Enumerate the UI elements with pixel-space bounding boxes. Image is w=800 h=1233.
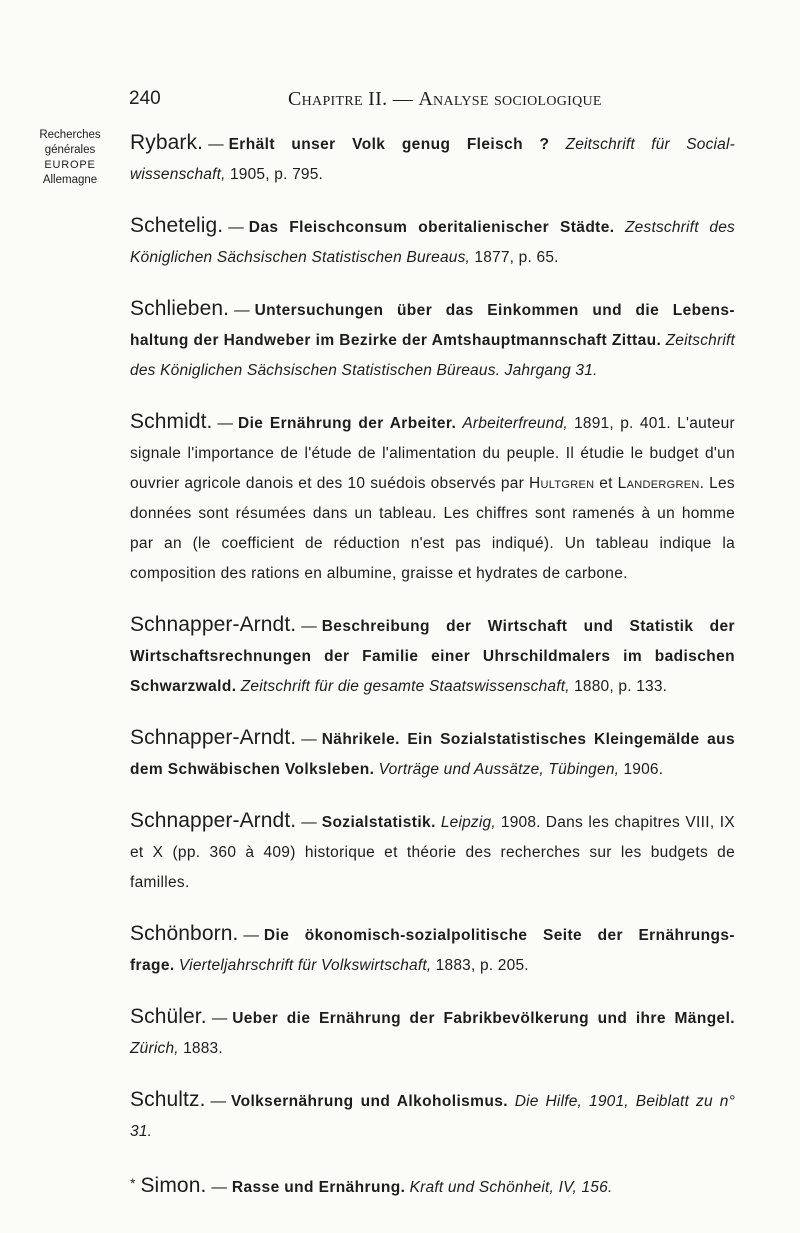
section-title: Analyse sociologique (418, 88, 602, 110)
entry-note-text: Les données sont résumées dans un tableau. Les chiffres sont ramenés à un homme par an (le coefficient de réduction n'est pas indiqué). Un tableau indique la composition des rations en albumine, graisse et hydrates de carbone. (130, 475, 735, 582)
entry-publication: Zeitschrift des Königlichen Sächsischen Statistischen Büreaus. Jahrgang 31. (130, 332, 736, 379)
chapter-label: Chapitre II. (288, 88, 388, 110)
entry-title: Das Fleischconsum oberitalienischer Städte. (248, 219, 615, 236)
bib-entry (130, 919, 735, 981)
entry-title: Erhält unser Volk genug Fleisch ? (228, 136, 550, 153)
entry-publication: Zestschrift des Königlichen Sächsischen Statistischen Bureaus, (130, 219, 736, 266)
entry-title: Die Ernährung der Arbeiter. (238, 415, 457, 432)
margin-note-line: EUROPE (44, 159, 96, 171)
entry-author: Schnapper-Arndt. (130, 613, 297, 636)
entry-author: Schmidt. (130, 410, 213, 433)
entry-publication: Zürich, (130, 1040, 179, 1057)
entry-location: 1906. (623, 761, 664, 778)
bib-entry (130, 1002, 735, 1064)
entry-publication: Vierteljahrschrift für Volkswirtschaft, (178, 957, 432, 974)
entry-title: Beschreibung der Wirtschaft und Statistik der Wirtschaftsrechnungen der Familie einer Uhrschildmalers im badischen Schwarzwald. (130, 618, 735, 695)
entry-author: Schnapper-Arndt. (130, 809, 297, 832)
entry-dash: — (234, 302, 250, 319)
bib-entry (130, 211, 735, 273)
entry-title: Untersuchungen über das Einkommen und die Lebens-haltung der Handweber im Bezirke der Amtshauptmannschaft Zittau. (130, 302, 735, 349)
entry-note-name: Landergren. (617, 475, 705, 492)
bib-entry (130, 128, 735, 190)
bib-entry (130, 1168, 735, 1203)
entry-author: Schnapper-Arndt. (130, 726, 297, 749)
entry-note (130, 415, 735, 582)
title-separator: — (392, 88, 413, 110)
entry-dash: — (301, 814, 317, 831)
entry-location: 1905, p. 795. (229, 166, 324, 183)
entry-dash: — (208, 136, 224, 153)
entry-dash: — (217, 415, 233, 432)
entry-location: 1880, p. 133. (574, 678, 668, 695)
entry-title: Ueber die Ernährung der Fabrikbevölkerung und ihre Mängel. (232, 1010, 735, 1027)
entry-publication: Arbeiterfreund, (462, 415, 568, 432)
entry-dash: — (301, 731, 317, 748)
entry-author: Schlieben. (130, 297, 230, 320)
entry-dash: — (210, 1093, 226, 1110)
entry-author: Schönborn. (130, 922, 239, 945)
entry-location: 1883. (183, 1040, 223, 1057)
bib-entry (130, 806, 735, 898)
entry-note-text: et (599, 475, 613, 492)
margin-note-line: générales (44, 144, 96, 156)
entry-location: 1883, p. 205. (435, 957, 529, 974)
entry-publication: Vorträge und Aussätze, Tübingen, (378, 761, 620, 778)
bibliography-list (130, 128, 735, 1224)
entry-publication: Zeitschrift für die gesamte Staatswissenschaft, (240, 678, 570, 695)
entry-dash: — (211, 1010, 228, 1027)
entry-dash: — (228, 219, 244, 236)
bib-entry (130, 1085, 735, 1147)
entry-author: Schultz. (130, 1088, 206, 1111)
bib-entry (130, 294, 735, 386)
bib-entry (130, 407, 735, 589)
bib-entry (130, 610, 735, 702)
running-header (0, 88, 800, 118)
entry-location: 1891, p. 401. (574, 415, 671, 432)
entry-publication: Leipzig, (440, 814, 496, 831)
margin-note (34, 128, 106, 188)
entry-dash: — (243, 927, 259, 944)
entry-title: Die ökonomisch-sozialpolitische Seite der Ernährungs-frage. (130, 927, 735, 974)
entry-author: Schetelig. (130, 214, 224, 237)
entry-location: 1908. (500, 814, 541, 831)
entry-dash: — (211, 1179, 227, 1196)
entry-note-name: Hultgren (529, 475, 595, 492)
entry-publication: Die Hilfe, 1901, Beiblatt zu n° 31. (130, 1093, 735, 1140)
margin-note-line: Allemagne (42, 174, 98, 186)
running-title (288, 88, 602, 111)
entry-author: Schüler. (130, 1005, 207, 1028)
entry-dash: — (301, 618, 317, 635)
entry-publication: Kraft und Schönheit, IV, 156. (409, 1179, 613, 1196)
entry-note: Dans les chapitres VIII, IX et X (pp. 360 à 409) historique et théorie des recherches sur les budgets de familles. (130, 814, 735, 891)
entry-note-text: L'auteur signale l'importance de l'étude de l'alimentation du peuple. Il étudie le budget d'un ouvrier agricole danois et des 10 suédois observés par (130, 415, 735, 492)
entry-title: Volksernährung und Alkoholismus. (231, 1093, 508, 1110)
entry-title: Nährikele. Ein Sozialstatistisches Kleingemälde aus dem Schwäbischen Volksleben. (130, 731, 735, 778)
margin-note-line: Recherches (39, 129, 101, 141)
entry-marker: * (130, 1175, 136, 1191)
entry-title: Sozialstatistik. (321, 814, 436, 831)
entry-publication: Zeitschrift für Social-wissenschaft, (130, 136, 736, 183)
bib-entry (130, 723, 735, 785)
page-number: 240 (129, 88, 161, 109)
entry-title: Rasse und Ernährung. (231, 1179, 406, 1196)
entry-author: Rybark. (130, 131, 204, 154)
entry-location: 1877, p. 65. (474, 249, 559, 266)
entry-author: Simon. (140, 1174, 207, 1197)
